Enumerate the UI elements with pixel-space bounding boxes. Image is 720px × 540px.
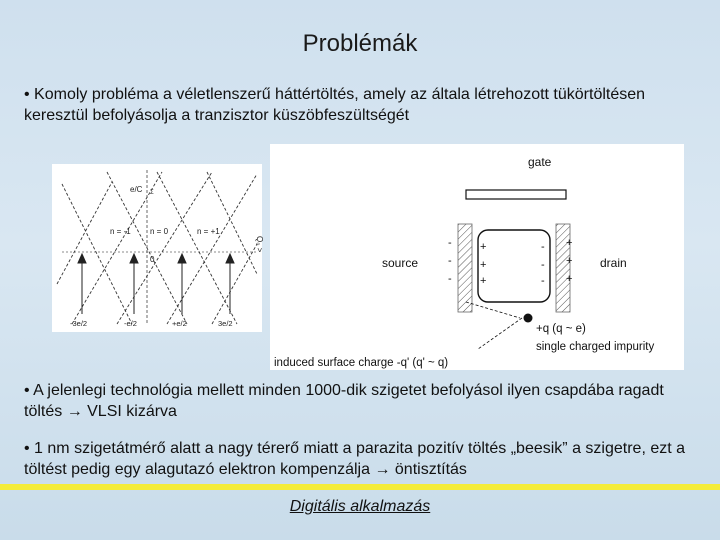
n-label-minus1: n = -1 — [110, 227, 131, 236]
island — [478, 230, 550, 302]
svg-text:-: - — [541, 275, 545, 287]
arrows — [78, 254, 234, 314]
zero-label: 0 — [150, 255, 155, 264]
n-label-plus1: n = +1 — [197, 227, 220, 236]
x-tick-3: +e/2 — [172, 319, 187, 328]
x-tick-2: -e/2 — [124, 319, 137, 328]
y-axis-label: e/C — [130, 185, 143, 194]
x-tick-4: 3e/2 — [218, 319, 233, 328]
induced-charge-label: induced surface charge -q' (q' ~ q) — [274, 357, 449, 369]
induced-leader — [478, 318, 522, 349]
bullet-vlsi: • A jelenlegi technológia mellett minden 1000-dik szigetet befolyásol ilyen csapdába ragadt töltés → VLSI kizárva — [24, 382, 664, 420]
n-label-0: n = 0 — [150, 227, 169, 236]
bullet-self-cleaning: • 1 nm szigetátmérő alatt a nagy térerő miatt a parazita pozitív töltés „beesik” a szigetre, ezt a töltést pedig egy alagutazó elektron kompenzálja → öntisztítás — [24, 440, 686, 478]
impurity-label: single charged impurity — [536, 341, 655, 353]
footer-text: Digitális alkalmazás — [289, 498, 431, 515]
footer-bar — [0, 484, 720, 490]
bullet-background-charge: • Komoly probléma a véletlenszerű háttértöltés, amely az általa létrehozott tükörtöltésen keresztül befolyásolja a tranzisztor küszöbfeszültségét — [24, 86, 646, 124]
svg-text:+: + — [566, 255, 573, 267]
svg-text:-: - — [448, 273, 452, 285]
x-tick-1: -3e/2 — [70, 319, 88, 328]
right-axis-label: Q₀ > — [255, 236, 264, 253]
svg-text:-: - — [541, 241, 545, 253]
svg-text:-: - — [448, 237, 452, 249]
sawtooth-diagram — [52, 164, 262, 332]
svg-text:+: + — [480, 259, 487, 271]
slide-title: Problémák — [302, 30, 418, 57]
source-electrode — [458, 224, 472, 312]
gate-label: gate — [528, 155, 552, 169]
svg-text:-: - — [448, 255, 452, 267]
drain-label: drain — [600, 256, 627, 270]
sawtooth-lines — [57, 172, 257, 324]
svg-text:+: + — [566, 237, 573, 249]
svg-text:-: - — [541, 259, 545, 271]
impurity-dot — [524, 314, 533, 323]
svg-text:+: + — [480, 275, 487, 287]
impurity-charge-label: +q (q ~ e) — [536, 323, 586, 335]
source-label: source — [382, 256, 419, 270]
set-impurity-diagram — [270, 144, 684, 370]
svg-text:+: + — [480, 241, 487, 253]
impurity-leader — [466, 302, 520, 318]
gate-electrode — [466, 190, 566, 199]
svg-text:+: + — [566, 273, 573, 285]
y-axis-label-sub: Σ — [150, 190, 154, 196]
